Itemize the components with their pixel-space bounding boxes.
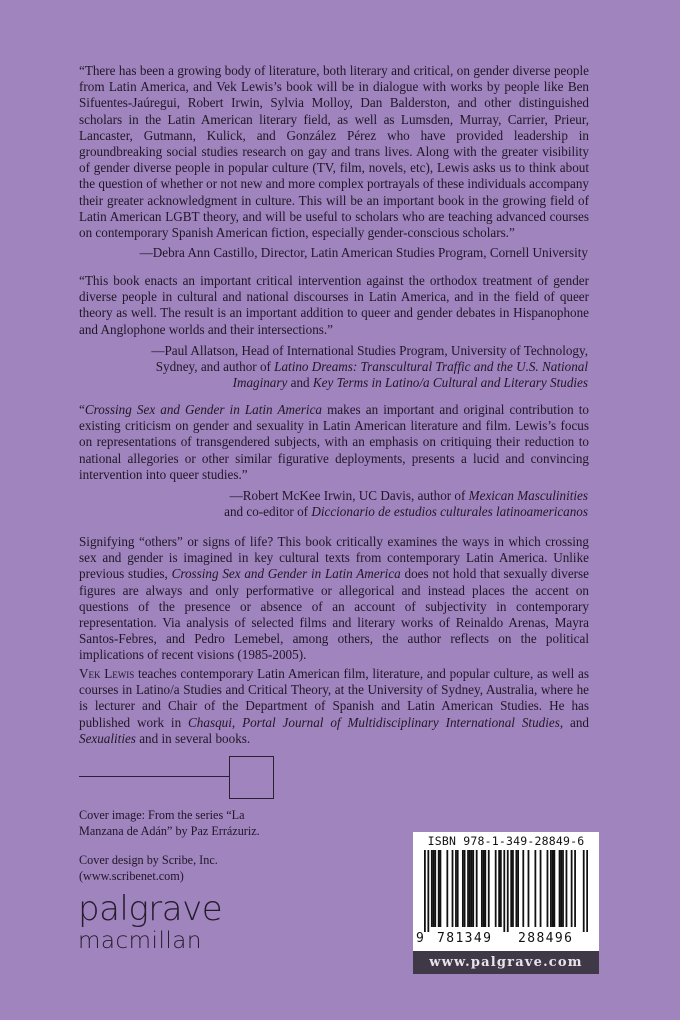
barcode-bar: [552, 850, 554, 927]
barcode-bar: [586, 850, 588, 932]
author-name: Vek Lewis: [79, 666, 135, 681]
blurb-allatson: [79, 273, 589, 338]
barcode-bar: [464, 850, 466, 927]
book-description: Signifying “others” or signs of life? This book critically examines the ways in which crossing sex and gender is imagined in key cultural texts from contemporary Latin America. Unlike previous studies, Crossing Sex and Gender in Latin America does not hold that sexually diverse figures are always and only performative or allegorical and instead places the accent on questions of the presence or absence of an account of subjectivity in contemporary representation. Via analysis of selected films and literary works of Reinaldo Arenas, Mayra Santos-Febres, and Pedro Lemebel, among others, the author reflects on the political implications of recent visions (1985-2005).: [79, 534, 589, 663]
barcode-bar: [522, 850, 524, 927]
author-bio: Vek Lewis teaches contemporary Latin American film, literature, and popular culture, as well as courses in Latino/a Studies and Critical Theory, at the University of Sydney, Australia, where he is lecturer and Chair of the Department of Spanish and Latin American Studies. He has published work in Chasqui, Portal Journal of Multidisciplinary International Studies, and Sexualities and in several books.: [79, 666, 589, 746]
barcode-bar: [512, 850, 514, 927]
barcode-bar: [488, 850, 490, 927]
barcode-bar: [431, 850, 433, 927]
barcode-bar: [434, 850, 436, 927]
publisher-website: www.palgrave.com: [413, 951, 599, 974]
barcode-bar: [500, 850, 502, 927]
barcode-bar: [515, 850, 517, 927]
barcode-bar: [424, 850, 426, 932]
barcode-bar: [476, 850, 478, 927]
isbn-barcode: ISBN 978-1-349-28849-6 9 781349 288496: [413, 832, 599, 951]
barcode-bar: [427, 850, 429, 932]
barcode-bar: [481, 850, 483, 927]
barcode-bar: [560, 850, 562, 927]
barcode-bar: [433, 850, 435, 927]
publisher-logo-macmillan: macmillan: [78, 928, 202, 954]
barcode-bars: [424, 850, 588, 932]
blurb-irwin: [79, 402, 589, 483]
blurb-text: “There has been a growing body of literature, both literary and critical, on gender diverse people from Latin America, and Vek Lewis’s book will be in dialogue with works by people like Ben Sifuentes-Jaúregui, Robert Irwin, Sylvia Molloy, Dan Balderston, and other distinguished scholars in the Latin American literary field, as well as Lumsden, Murray, Carrier, Prieur, Lancaster, Gutmann, Kulick, and González Pérez who have provided leadership in groundbreaking social studies research on gay and trans lives. Along with the greater visibility of gender diverse people in popular culture (TV, film, novels, etc), Lewis asks us to think about the question of whether or not new and more complex portrayals of these individuals accompany their greater acknowledgment in culture. This will be an important book in the growing field of Latin American LGBT theory, and will be useful to scholars who are teaching advanced courses on contemporary Spanish American fiction, especially gender-conscious scholars.”: [79, 63, 589, 241]
barcode-bar: [553, 850, 555, 927]
blurb-attribution-castillo: —Debra Ann Castillo, Director, Latin American Studies Program, Cornell University: [139, 245, 588, 260]
barcode-bar: [571, 850, 573, 927]
barcode-bar: [484, 850, 486, 927]
barcode-bar: [438, 850, 440, 927]
barcode-bar: [469, 850, 471, 927]
barcode-bar: [440, 850, 442, 927]
barcode-bar: [574, 850, 576, 927]
barcode-bar: [471, 850, 473, 927]
barcode-bar: [566, 850, 568, 927]
barcode-bar: [528, 850, 530, 927]
publisher-logo-palgrave: palgrave: [78, 889, 223, 929]
barcode-bar: [562, 850, 564, 927]
blurb-attribution-irwin: —Robert McKee Irwin, UC Davis, author of Mexican Masculinities and co-editor of Diccionario de estudios culturales latinoamericanos: [224, 488, 588, 520]
barcode-bar: [547, 850, 549, 927]
barcode-bar: [583, 850, 585, 932]
cover-image-credit: Cover image: From the series “La Manzana de Adán” by Paz Errázuriz.: [79, 808, 260, 838]
isbn-label: ISBN 978-1-349-28849-6: [427, 834, 585, 848]
barcode-bar: [483, 850, 485, 927]
blurb-attribution-allatson: —Paul Allatson, Head of International Studies Program, University of Technology, Sydney, and author of Latino Dreams: Transcultural Traffic and the U.S. National Imaginary and Key Terms in Latino/a Cultural and Literary Studies: [151, 343, 588, 391]
barcode-bar: [510, 850, 512, 927]
blurb-castillo: [79, 63, 589, 241]
barcode-bar: [495, 850, 497, 927]
decorative-frame-box: [229, 756, 274, 799]
barcode-bar: [540, 850, 542, 927]
divider-rule: [79, 776, 229, 777]
barcode-bar: [498, 850, 500, 927]
barcode-bar: [534, 850, 536, 927]
barcode-bar: [550, 850, 552, 927]
cover-design-credit: Cover design by Scribe, Inc. (www.scribenet.com): [79, 853, 218, 883]
barcode-bar: [472, 850, 474, 927]
barcode-bar: [507, 850, 509, 932]
barcode-bar: [452, 850, 454, 927]
barcode-bar: [559, 850, 561, 927]
barcode-bar: [455, 850, 457, 927]
barcode-bar: [503, 850, 505, 932]
barcode-bar: [517, 850, 519, 927]
blurb-text: “This book enacts an important critical intervention against the orthodox treatment of gender diverse people in cultural and national discourses in Latin America, and in the field of queer theory as well. The result is an important addition to queer and gender debates in Hispanophone and Anglophone worlds and their intersections.”: [79, 273, 589, 337]
barcode-bar: [457, 850, 459, 927]
barcode-bar: [462, 850, 464, 927]
blurb-text: “Crossing Sex and Gender in Latin America makes an important and original contribution to existing criticism on gender and sexuality in Latin American literature and film. Lewis’s focus on representations of transgendered subjects, with an emphasis on critiquing their reduction to national allegories or other similar figurative deployments, presents a lucid and convincing intervention into queer studies.”: [79, 402, 589, 482]
barcode-bar: [467, 850, 469, 927]
barcode-bar: [446, 850, 448, 927]
